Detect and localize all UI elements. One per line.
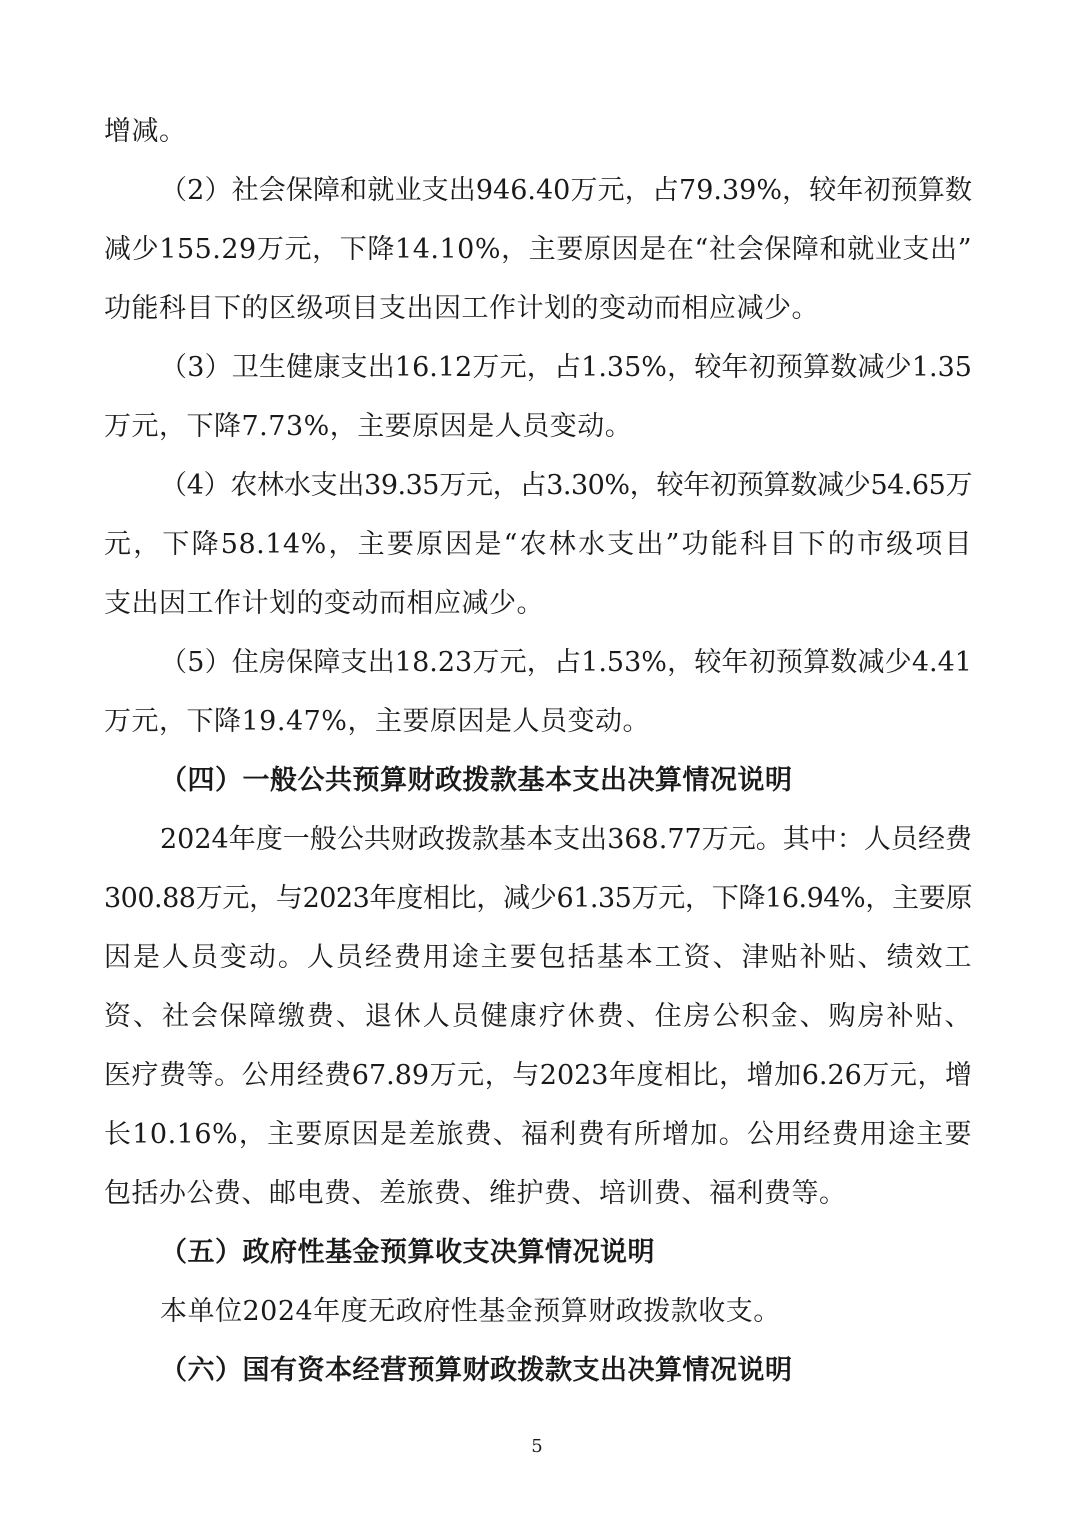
paragraph-line: 医疗费等。公用经费67.89万元，与2023年度相比，增加6.26万元，增 <box>104 1060 972 1091</box>
paragraph-line: 万元，下降7.73%，主要原因是人员变动。 <box>104 411 633 442</box>
paragraph-line: 2024年度一般公共财政拨款基本支出368.77万元。其中：人员经费 <box>160 824 972 855</box>
paragraph-line: 300.88万元，与2023年度相比，减少61.35万元，下降16.94%，主要原 <box>104 883 972 914</box>
paragraph-line: 本单位2024年度无政府性基金预算财政拨款收支。 <box>160 1296 781 1327</box>
paragraph-line: 长10.16%，主要原因是差旅费、福利费有所增加。公用经费用途主要 <box>104 1119 972 1150</box>
paragraph-line: 包括办公费、邮电费、差旅费、维护费、培训费、福利费等。 <box>104 1178 847 1209</box>
paragraph-line: 支出因工作计划的变动而相应减少。 <box>104 588 544 619</box>
section-heading: （五）政府性基金预算收支决算情况说明 <box>160 1237 655 1268</box>
paragraph-line: （4）农林水支出39.35万元，占3.30%，较年初预算数减少54.65万 <box>160 470 972 501</box>
paragraph-line: 减少155.29万元，下降14.10%，主要原因是在“社会保障和就业支出” <box>104 234 972 265</box>
page-number: 5 <box>531 1436 543 1457</box>
paragraph-line: 因是人员变动。人员经费用途主要包括基本工资、津贴补贴、绩效工 <box>104 942 972 973</box>
section-heading: （六）国有资本经营预算财政拨款支出决算情况说明 <box>160 1355 793 1386</box>
paragraph-line: （3）卫生健康支出16.12万元，占1.35%，较年初预算数减少1.35 <box>160 352 972 383</box>
paragraph-line: 功能科目下的区级项目支出因工作计划的变动而相应减少。 <box>104 293 819 324</box>
paragraph-line: 资、社会保障缴费、退休人员健康疗休费、住房公积金、购房补贴、 <box>104 1001 972 1032</box>
paragraph-line: 元，下降58.14%，主要原因是“农林水支出”功能科目下的市级项目 <box>104 529 972 560</box>
paragraph-line: 万元，下降19.47%，主要原因是人员变动。 <box>104 706 650 737</box>
section-heading: （四）一般公共预算财政拨款基本支出决算情况说明 <box>160 765 793 796</box>
paragraph-line: 增减。 <box>104 116 187 147</box>
paragraph-line: （2）社会保障和就业支出946.40万元，占79.39%，较年初预算数 <box>160 175 972 206</box>
paragraph-line: （5）住房保障支出18.23万元，占1.53%，较年初预算数减少4.41 <box>160 647 972 678</box>
